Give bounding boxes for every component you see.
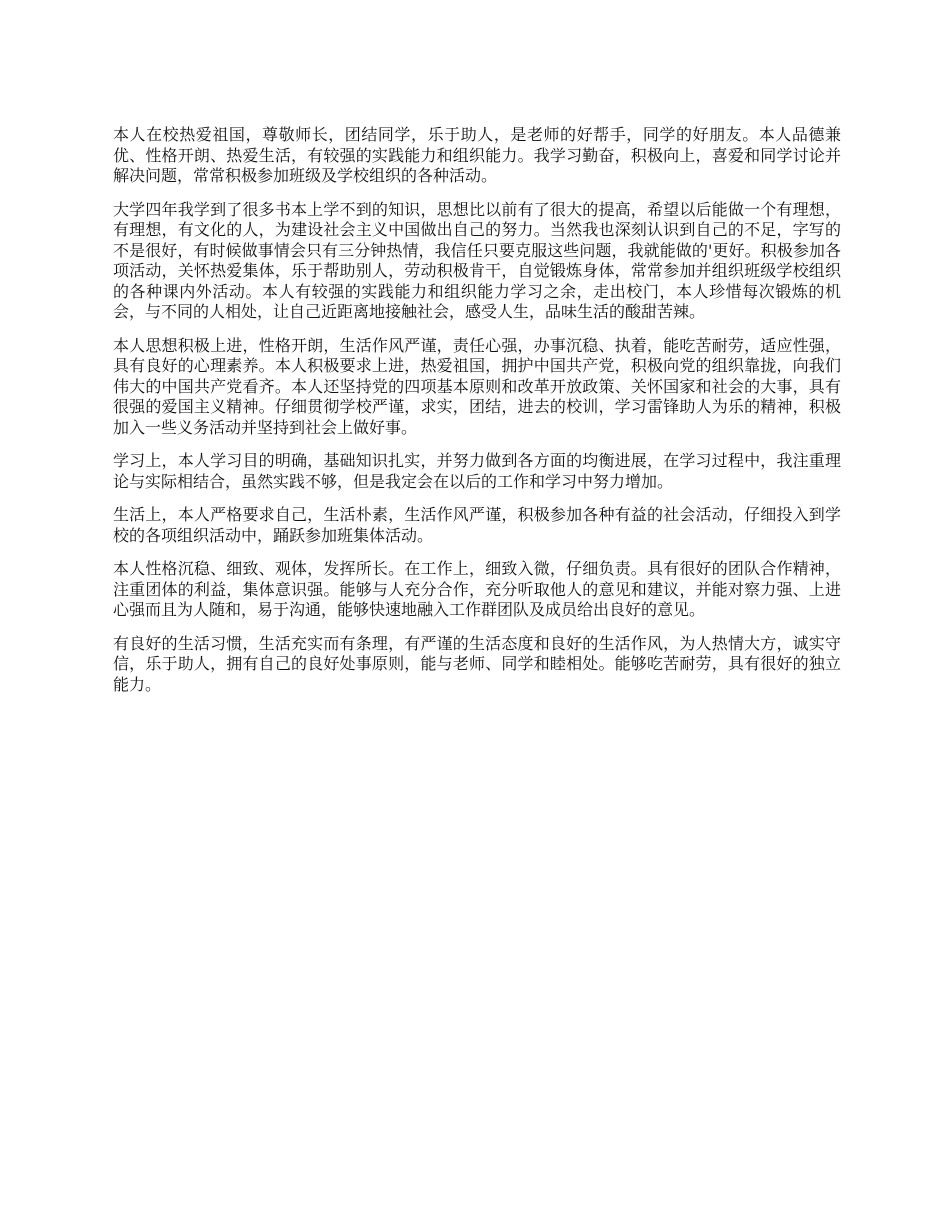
document-body <box>113 125 841 708</box>
paragraph-3: 本人思想积极上进，性格开朗，生活作风严谨，责任心强，办事沉稳、执着，能吃苦耐劳，适应性强，具有良好的心理素养。本人积极要求上进，热爱祖国，拥护中国共产党，积极向党的组织靠拢，向我们伟大的中国共产党看齐。本人还坚持党的四项基本原则和改革开放政策、关怀国家和社会的大事，具有很强的爱国主义精神。仔细贯彻学校严谨，求实，团结，进去的校训，学习雷锋助人为乐的精神，积极加入一些义务活动并坚持到社会上做好事。 <box>113 335 841 437</box>
paragraph-4: 学习上，本人学习目的明确，基础知识扎实，并努力做到各方面的均衡进展，在学习过程中，我注重理论与实际相结合，虽然实践不够，但是我定会在以后的工作和学习中努力增加。 <box>113 451 841 491</box>
paragraph-5: 生活上，本人严格要求自己，生活朴素，生活作风严谨，积极参加各种有益的社会活动，仔细投入到学校的各项组织活动中，踊跃参加班集体活动。 <box>113 505 841 545</box>
paragraph-6: 本人性格沉稳、细致、观体，发挥所长。在工作上，细致入微，仔细负责。具有很好的团队合作精神，注重团体的利益，集体意识强。能够与人充分合作，充分听取他人的意见和建议，并能对察力强、上进心强而且为人随和，易于沟通，能够快速地融入工作群团队及成员给出良好的意见。 <box>113 559 841 619</box>
paragraph-1: 本人在校热爱祖国，尊敬师长，团结同学，乐于助人，是老师的好帮手，同学的好朋友。本人品德兼优、性格开朗、热爱生活，有较强的实践能力和组织能力。我学习勤奋，积极向上，喜爱和同学讨论并解决问题，常常积极参加班级及学校组织的各种活动。 <box>113 125 841 185</box>
paragraph-2: 大学四年我学到了很多书本上学不到的知识，思想比以前有了很大的提高，希望以后能做一个有理想，有理想，有文化的人，为建设社会主义中国做出自己的努力。当然我也深刻认识到自己的不足，字写的不是很好，有时候做事情会只有三分钟热情，我信任只要克服这些问题，我就能做的'更好。积极参加各项活动，关怀热爱集体，乐于帮助别人，劳动积极肯干，自觉锻炼身体，常常参加并组织班级学校组织的各种课内外活动。本人有较强的实践能力和组织能力学习之余，走出校门，本人珍惜每次锻炼的机会，与不同的人相处，让自己近距离地接触社会，感受人生，品味生活的酸甜苦辣。 <box>113 199 841 321</box>
paragraph-7: 有良好的生活习惯，生活充实而有条理，有严谨的生活态度和良好的生活作风，为人热情大方，诚实守信，乐于助人，拥有自己的良好处事原则，能与老师、同学和睦相处。能够吃苦耐劳，具有很好的独立能力。 <box>113 633 841 694</box>
